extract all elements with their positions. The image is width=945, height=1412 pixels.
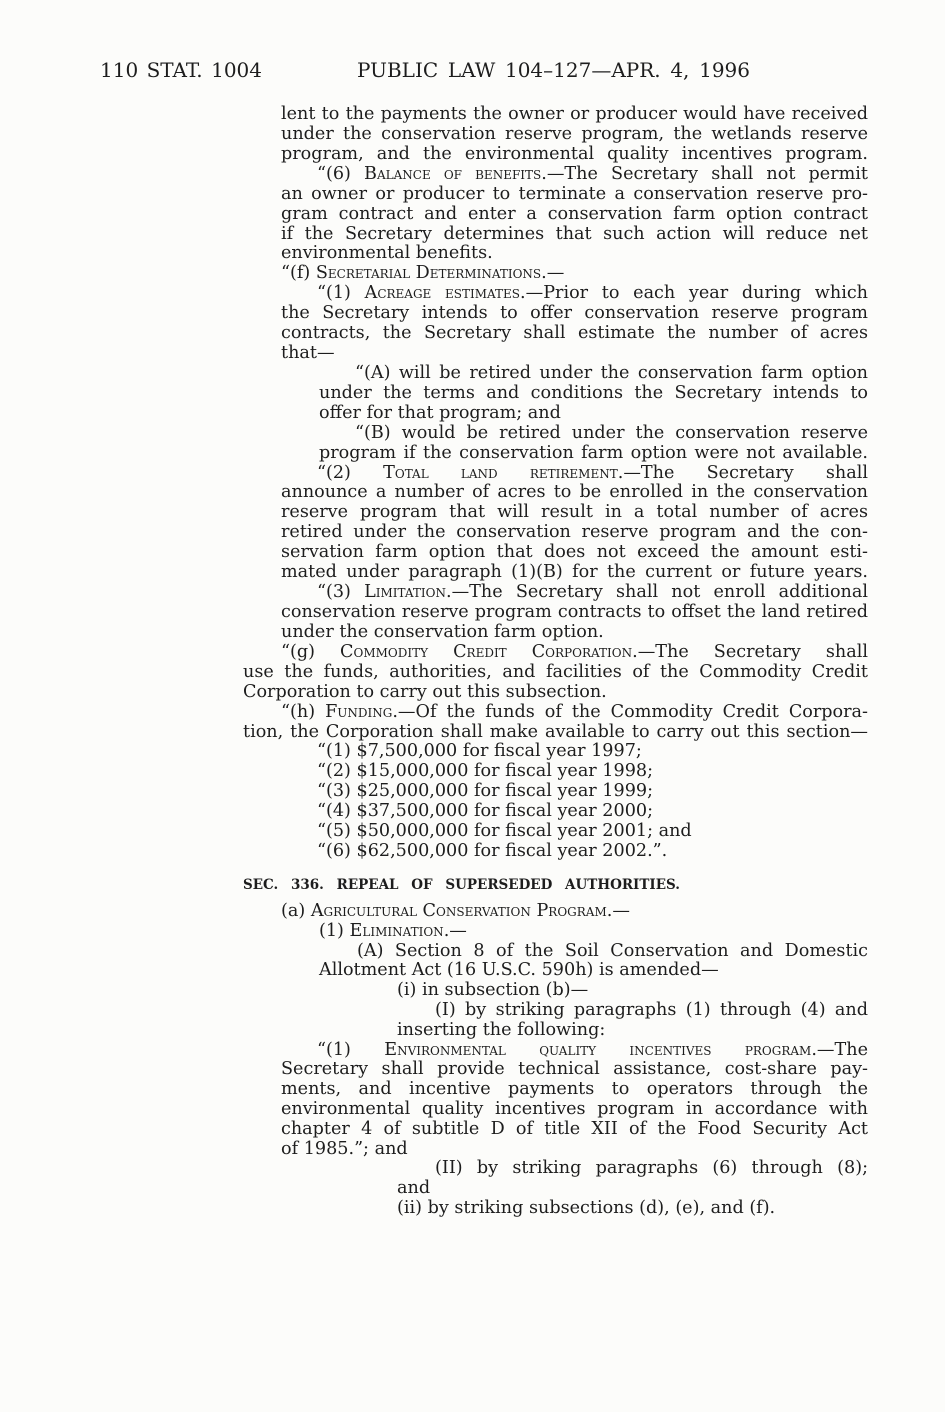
- enumerator: “(h): [281, 701, 326, 722]
- text-line: use the funds, authorities, and facilities of the Commodity Credit: [243, 661, 868, 682]
- text-line: Allotment Act (16 U.S.C. 590h) is amended—: [319, 960, 719, 981]
- text-line: if the Secretary determines that such action will reduce net: [281, 223, 868, 244]
- text-line: inserting the following:: [397, 1019, 606, 1040]
- law-date-header: PUBLIC LAW 104–127—APR. 4, 1996: [357, 58, 750, 82]
- subsection-heading: Funding: [325, 701, 393, 722]
- funding-item: “(3) $25,000,000 for fiscal year 1999;: [317, 781, 654, 802]
- text-line: of 1985.”; and: [281, 1138, 408, 1159]
- subsection-heading: Commodity Credit Corporation: [340, 641, 633, 662]
- text-line: lent to the payments the owner or producer would have received: [281, 104, 868, 124]
- text-line: an owner or producer to terminate a conservation reserve pro-: [281, 183, 868, 204]
- text-line: [319, 921, 868, 941]
- text-run: .—Prior to each year during which: [520, 283, 869, 304]
- paragraph-heading: Limitation: [364, 582, 446, 603]
- enumerator: “(g): [281, 641, 341, 662]
- enumerator: (a): [281, 901, 311, 921]
- text-run: .—The Secretary shall: [617, 462, 868, 483]
- text-line: (I) by striking paragraphs (1) through (4) and: [435, 1000, 868, 1020]
- paragraph-heading: Elimination: [349, 920, 444, 941]
- subsection-heading: Agricultural Conservation Program: [310, 901, 607, 921]
- text-line: conservation reserve program contracts to offset the land retired: [281, 602, 868, 622]
- paragraph-heading: Balance of benefits: [364, 163, 542, 184]
- text-line: the Secretary intends to offer conservation reserve program: [281, 303, 868, 324]
- text-run: .—: [606, 901, 630, 921]
- text-line: Secretary shall provide technical assistance, cost-share pay-: [281, 1059, 868, 1080]
- funding-item: “(5) $50,000,000 for fiscal year 2001; and: [317, 821, 692, 842]
- enumerator: “(f): [281, 263, 316, 284]
- enumerator: “(3): [317, 582, 365, 603]
- text-line: [281, 642, 868, 662]
- paragraph-heading: Total land retirement: [383, 462, 618, 483]
- text-line: servation farm option that does not exceed the amount esti-: [281, 542, 868, 563]
- text-line: reserve program that will result in a total number of acres: [281, 502, 868, 523]
- text-line: mated under paragraph (1)(B) for the current or future years.: [281, 562, 868, 583]
- text-line: and: [397, 1178, 431, 1199]
- text-line: environmental benefits.: [281, 243, 493, 264]
- text-line: under the conservation farm option.: [281, 621, 604, 642]
- enumerator: “(1): [317, 1039, 385, 1060]
- text-line: “(A) will be retired under the conservation farm option: [355, 362, 868, 383]
- text-run: .—The: [811, 1039, 869, 1060]
- text-run: .—: [443, 920, 467, 941]
- subsection-heading: Secretarial Determinations: [315, 263, 542, 284]
- text-line: “(B) would be retired under the conservation reserve: [355, 422, 868, 443]
- text-line: [281, 901, 868, 921]
- enumerator: “(6): [317, 163, 365, 184]
- text-line: program, and the environmental quality incentives program.: [281, 143, 868, 164]
- text-run: .—: [541, 263, 565, 284]
- funding-item: “(1) $7,500,000 for fiscal year 1997;: [317, 741, 642, 762]
- text-run: .—Of the funds of the Commodity Credit Corpora-: [392, 701, 868, 722]
- text-run: .—The Secretary shall not enroll additional: [445, 582, 868, 603]
- text-line: (A) Section 8 of the Soil Conservation and Domestic: [357, 940, 868, 961]
- text-line: offer for that program; and: [319, 402, 561, 423]
- enumerator: “(1): [317, 283, 365, 304]
- text-line: contracts, the Secretary shall estimate the number of acres: [281, 323, 868, 344]
- text-line: retired under the conservation reserve program and the con-: [281, 522, 868, 543]
- text-line: [317, 164, 868, 184]
- text-line: [317, 463, 868, 483]
- text-line: (i) in subsection (b)—: [397, 980, 589, 1001]
- text-line: announce a number of acres to be enrolled in the conservation: [281, 482, 868, 503]
- text-line: (II) by striking paragraphs (6) through (8);: [435, 1158, 868, 1179]
- text-line: [317, 283, 868, 303]
- text-line: Corporation to carry out this subsection.: [243, 681, 607, 702]
- paragraph-heading: Environmental quality incentives program: [384, 1039, 812, 1060]
- text-line: [281, 702, 868, 722]
- funding-item: “(2) $15,000,000 for fiscal year 1998;: [317, 761, 654, 782]
- section-heading: SEC. 336. REPEAL OF SUPERSEDED AUTHORITIES.: [243, 877, 680, 893]
- funding-item: “(6) $62,500,000 for fiscal year 2002.”.: [317, 841, 668, 862]
- text-line: gram contract and enter a conservation farm option contract: [281, 203, 868, 224]
- enumerator: (1): [319, 920, 350, 941]
- funding-item: “(4) $37,500,000 for fiscal year 2000;: [317, 801, 654, 822]
- paragraph-heading: Acreage estimates: [364, 283, 521, 304]
- text-line: (ii) by striking subsections (d), (e), and (f).: [397, 1198, 776, 1218]
- text-line: under the terms and conditions the Secretary intends to: [319, 382, 868, 403]
- text-line: tion, the Corporation shall make available to carry out this section—: [243, 721, 868, 742]
- text-line: program if the conservation farm option were not available.: [319, 442, 868, 463]
- text-line: environmental quality incentives program in accordance with: [281, 1099, 868, 1119]
- enumerator: “(2): [317, 462, 384, 483]
- text-line: [317, 1040, 868, 1060]
- text-line: ments, and incentive payments to operators through the: [281, 1079, 868, 1100]
- text-line: chapter 4 of subtitle D of title XII of the Food Security Act: [281, 1118, 868, 1139]
- text-line: [317, 582, 868, 602]
- text-line: [281, 263, 868, 283]
- text-line: under the conservation reserve program, the wetlands reserve: [281, 123, 868, 144]
- stat-page-reference: 110 STAT. 1004: [100, 58, 262, 82]
- text-run: .—The Secretary shall not permit: [541, 163, 868, 184]
- text-run: .—The Secretary shall: [632, 641, 868, 662]
- text-line: that—: [281, 343, 335, 364]
